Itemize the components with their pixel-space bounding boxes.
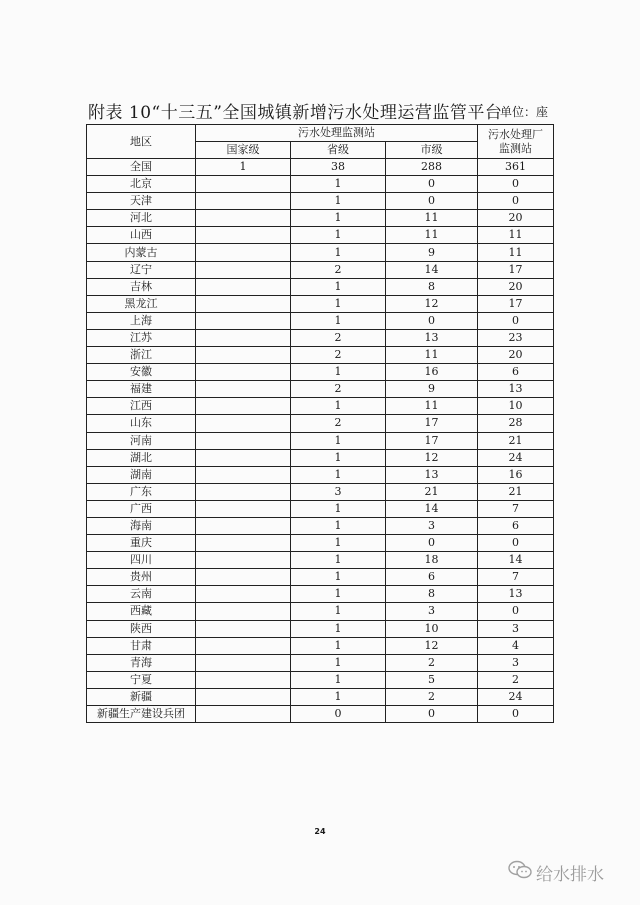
cell-plant: 24	[478, 449, 554, 466]
cell-provincial: 1	[291, 517, 386, 534]
header-region: 地区	[87, 125, 196, 159]
cell-provincial: 1	[291, 210, 386, 227]
cell-region: 湖北	[87, 449, 196, 466]
cell-municipal: 11	[386, 227, 478, 244]
cell-region: 安徽	[87, 364, 196, 381]
table-row	[87, 569, 554, 586]
cell-national	[196, 193, 291, 210]
cell-region: 上海	[87, 312, 196, 329]
cell-region: 吉林	[87, 278, 196, 295]
cell-plant: 0	[478, 312, 554, 329]
cell-plant: 20	[478, 347, 554, 364]
cell-plant: 3	[478, 654, 554, 671]
cell-region: 江苏	[87, 329, 196, 346]
cell-region: 河北	[87, 210, 196, 227]
cell-provincial: 1	[291, 671, 386, 688]
cell-national: 1	[196, 159, 291, 176]
cell-provincial: 2	[291, 381, 386, 398]
cell-provincial: 1	[291, 278, 386, 295]
cell-region: 黑龙江	[87, 295, 196, 312]
cell-national	[196, 535, 291, 552]
cell-provincial: 1	[291, 637, 386, 654]
cell-provincial: 2	[291, 347, 386, 364]
cell-provincial: 1	[291, 312, 386, 329]
cell-provincial: 38	[291, 159, 386, 176]
cell-provincial: 1	[291, 227, 386, 244]
cell-region: 新疆	[87, 688, 196, 705]
cell-plant: 0	[478, 193, 554, 210]
table-row	[87, 706, 554, 723]
cell-provincial: 1	[291, 569, 386, 586]
cell-plant: 7	[478, 500, 554, 517]
table-row	[87, 671, 554, 688]
cell-region: 新疆生产建设兵团	[87, 706, 196, 723]
cell-provincial: 1	[291, 449, 386, 466]
cell-municipal: 21	[386, 483, 478, 500]
table-row	[87, 654, 554, 671]
cell-national	[196, 398, 291, 415]
table-row	[87, 688, 554, 705]
cell-municipal: 0	[386, 312, 478, 329]
cell-municipal: 2	[386, 688, 478, 705]
cell-provincial: 1	[291, 552, 386, 569]
cell-national	[196, 210, 291, 227]
cell-provincial: 1	[291, 603, 386, 620]
cell-municipal: 6	[386, 569, 478, 586]
cell-region: 海南	[87, 517, 196, 534]
cell-region: 云南	[87, 586, 196, 603]
cell-provincial: 1	[291, 193, 386, 210]
table-row	[87, 381, 554, 398]
cell-national	[196, 415, 291, 432]
cell-region: 四川	[87, 552, 196, 569]
cell-plant: 6	[478, 517, 554, 534]
cell-plant: 17	[478, 261, 554, 278]
cell-region: 甘肃	[87, 637, 196, 654]
cell-provincial: 1	[291, 466, 386, 483]
header-national: 国家级	[196, 142, 291, 159]
cell-region: 重庆	[87, 535, 196, 552]
cell-region: 内蒙古	[87, 244, 196, 261]
table-row	[87, 517, 554, 534]
cell-municipal: 10	[386, 620, 478, 637]
cell-municipal: 3	[386, 517, 478, 534]
table-row	[87, 500, 554, 517]
table-row	[87, 466, 554, 483]
cell-national	[196, 586, 291, 603]
cell-provincial: 1	[291, 176, 386, 193]
cell-municipal: 14	[386, 500, 478, 517]
cell-national	[196, 552, 291, 569]
cell-national	[196, 637, 291, 654]
wechat-icon	[508, 860, 536, 885]
cell-plant: 6	[478, 364, 554, 381]
cell-provincial: 1	[291, 364, 386, 381]
cell-region: 辽宁	[87, 261, 196, 278]
cell-provincial: 1	[291, 295, 386, 312]
cell-municipal: 11	[386, 398, 478, 415]
cell-plant: 0	[478, 706, 554, 723]
header-plant-line1: 污水处理厂	[488, 127, 543, 141]
cell-plant: 23	[478, 329, 554, 346]
cell-region: 湖南	[87, 466, 196, 483]
cell-provincial: 0	[291, 706, 386, 723]
cell-provincial: 1	[291, 244, 386, 261]
cell-municipal: 0	[386, 176, 478, 193]
cell-provincial: 3	[291, 483, 386, 500]
unit-label: 单位：座	[500, 105, 549, 119]
cell-provincial: 1	[291, 654, 386, 671]
cell-municipal: 288	[386, 159, 478, 176]
cell-municipal: 14	[386, 261, 478, 278]
table-title: 附表 10“十三五”全国城镇新增污水处理运营监管平台	[88, 103, 503, 123]
cell-national	[196, 381, 291, 398]
cell-provincial: 2	[291, 415, 386, 432]
table-row	[87, 535, 554, 552]
cell-municipal: 5	[386, 671, 478, 688]
cell-national	[196, 312, 291, 329]
table-row	[87, 329, 554, 346]
cell-provincial: 1	[291, 398, 386, 415]
table-row	[87, 278, 554, 295]
cell-region: 宁夏	[87, 671, 196, 688]
watermark-text: 给水排水	[536, 865, 604, 885]
cell-municipal: 11	[386, 210, 478, 227]
cell-municipal: 17	[386, 432, 478, 449]
cell-municipal: 8	[386, 586, 478, 603]
cell-plant: 2	[478, 671, 554, 688]
cell-plant: 0	[478, 176, 554, 193]
cell-national	[196, 654, 291, 671]
cell-region: 贵州	[87, 569, 196, 586]
cell-plant: 13	[478, 381, 554, 398]
cell-municipal: 16	[386, 364, 478, 381]
cell-municipal: 0	[386, 706, 478, 723]
header-plant-line2: 监测站	[499, 141, 532, 155]
cell-region: 全国	[87, 159, 196, 176]
table-row	[87, 295, 554, 312]
cell-municipal: 0	[386, 193, 478, 210]
cell-national	[196, 329, 291, 346]
cell-municipal: 9	[386, 381, 478, 398]
cell-plant: 11	[478, 244, 554, 261]
cell-national	[196, 449, 291, 466]
cell-municipal: 18	[386, 552, 478, 569]
table-row	[87, 347, 554, 364]
table-row	[87, 227, 554, 244]
cell-municipal: 13	[386, 329, 478, 346]
table-row	[87, 603, 554, 620]
cell-plant: 17	[478, 295, 554, 312]
cell-national	[196, 347, 291, 364]
cell-plant: 3	[478, 620, 554, 637]
table-row	[87, 552, 554, 569]
cell-municipal: 17	[386, 415, 478, 432]
cell-provincial: 1	[291, 688, 386, 705]
header-station-group: 污水处理监测站	[196, 125, 478, 142]
page-number: 24	[314, 827, 326, 836]
cell-municipal: 0	[386, 535, 478, 552]
cell-plant: 14	[478, 552, 554, 569]
table-row	[87, 398, 554, 415]
cell-plant: 21	[478, 483, 554, 500]
table-row	[87, 637, 554, 654]
cell-national	[196, 364, 291, 381]
watermark	[508, 860, 604, 885]
table-row	[87, 159, 554, 176]
cell-plant: 13	[478, 586, 554, 603]
table-row	[87, 193, 554, 210]
cell-plant: 20	[478, 210, 554, 227]
table-row	[87, 483, 554, 500]
cell-national	[196, 483, 291, 500]
cell-municipal: 3	[386, 603, 478, 620]
data-table	[86, 124, 554, 723]
cell-region: 天津	[87, 193, 196, 210]
table-row	[87, 176, 554, 193]
table-row	[87, 312, 554, 329]
cell-national	[196, 688, 291, 705]
header-plant	[478, 125, 554, 159]
table-row	[87, 586, 554, 603]
cell-plant: 24	[478, 688, 554, 705]
cell-region: 浙江	[87, 347, 196, 364]
header-row-1	[87, 125, 554, 142]
cell-region: 江西	[87, 398, 196, 415]
cell-region: 陕西	[87, 620, 196, 637]
cell-plant: 16	[478, 466, 554, 483]
cell-provincial: 1	[291, 432, 386, 449]
cell-region: 山东	[87, 415, 196, 432]
cell-region: 河南	[87, 432, 196, 449]
cell-national	[196, 620, 291, 637]
cell-municipal: 13	[386, 466, 478, 483]
cell-national	[196, 176, 291, 193]
cell-region: 福建	[87, 381, 196, 398]
cell-national	[196, 244, 291, 261]
cell-plant: 11	[478, 227, 554, 244]
cell-provincial: 1	[291, 620, 386, 637]
cell-plant: 361	[478, 159, 554, 176]
cell-national	[196, 569, 291, 586]
cell-plant: 0	[478, 535, 554, 552]
cell-plant: 28	[478, 415, 554, 432]
cell-national	[196, 466, 291, 483]
header-provincial: 省级	[291, 142, 386, 159]
cell-national	[196, 295, 291, 312]
cell-region: 广西	[87, 500, 196, 517]
table-row	[87, 620, 554, 637]
cell-provincial: 1	[291, 535, 386, 552]
cell-provincial: 2	[291, 329, 386, 346]
cell-national	[196, 500, 291, 517]
cell-national	[196, 517, 291, 534]
table-row	[87, 364, 554, 381]
cell-provincial: 1	[291, 500, 386, 517]
cell-national	[196, 432, 291, 449]
table-row	[87, 432, 554, 449]
cell-national	[196, 261, 291, 278]
cell-plant: 0	[478, 603, 554, 620]
cell-region: 广东	[87, 483, 196, 500]
table-row	[87, 244, 554, 261]
cell-national	[196, 706, 291, 723]
cell-region: 青海	[87, 654, 196, 671]
table-row	[87, 261, 554, 278]
table-body	[87, 159, 554, 723]
header-municipal: 市级	[386, 142, 478, 159]
cell-municipal: 12	[386, 449, 478, 466]
table-row	[87, 449, 554, 466]
cell-national	[196, 227, 291, 244]
cell-municipal: 2	[386, 654, 478, 671]
cell-region: 西藏	[87, 603, 196, 620]
cell-municipal: 11	[386, 347, 478, 364]
cell-municipal: 8	[386, 278, 478, 295]
table-row	[87, 210, 554, 227]
cell-provincial: 2	[291, 261, 386, 278]
cell-municipal: 9	[386, 244, 478, 261]
cell-plant: 21	[478, 432, 554, 449]
cell-national	[196, 603, 291, 620]
table-row	[87, 415, 554, 432]
cell-national	[196, 671, 291, 688]
cell-provincial: 1	[291, 586, 386, 603]
cell-plant: 10	[478, 398, 554, 415]
cell-region: 北京	[87, 176, 196, 193]
cell-region: 山西	[87, 227, 196, 244]
cell-municipal: 12	[386, 295, 478, 312]
cell-national	[196, 278, 291, 295]
cell-municipal: 12	[386, 637, 478, 654]
cell-plant: 7	[478, 569, 554, 586]
cell-plant: 20	[478, 278, 554, 295]
cell-plant: 4	[478, 637, 554, 654]
